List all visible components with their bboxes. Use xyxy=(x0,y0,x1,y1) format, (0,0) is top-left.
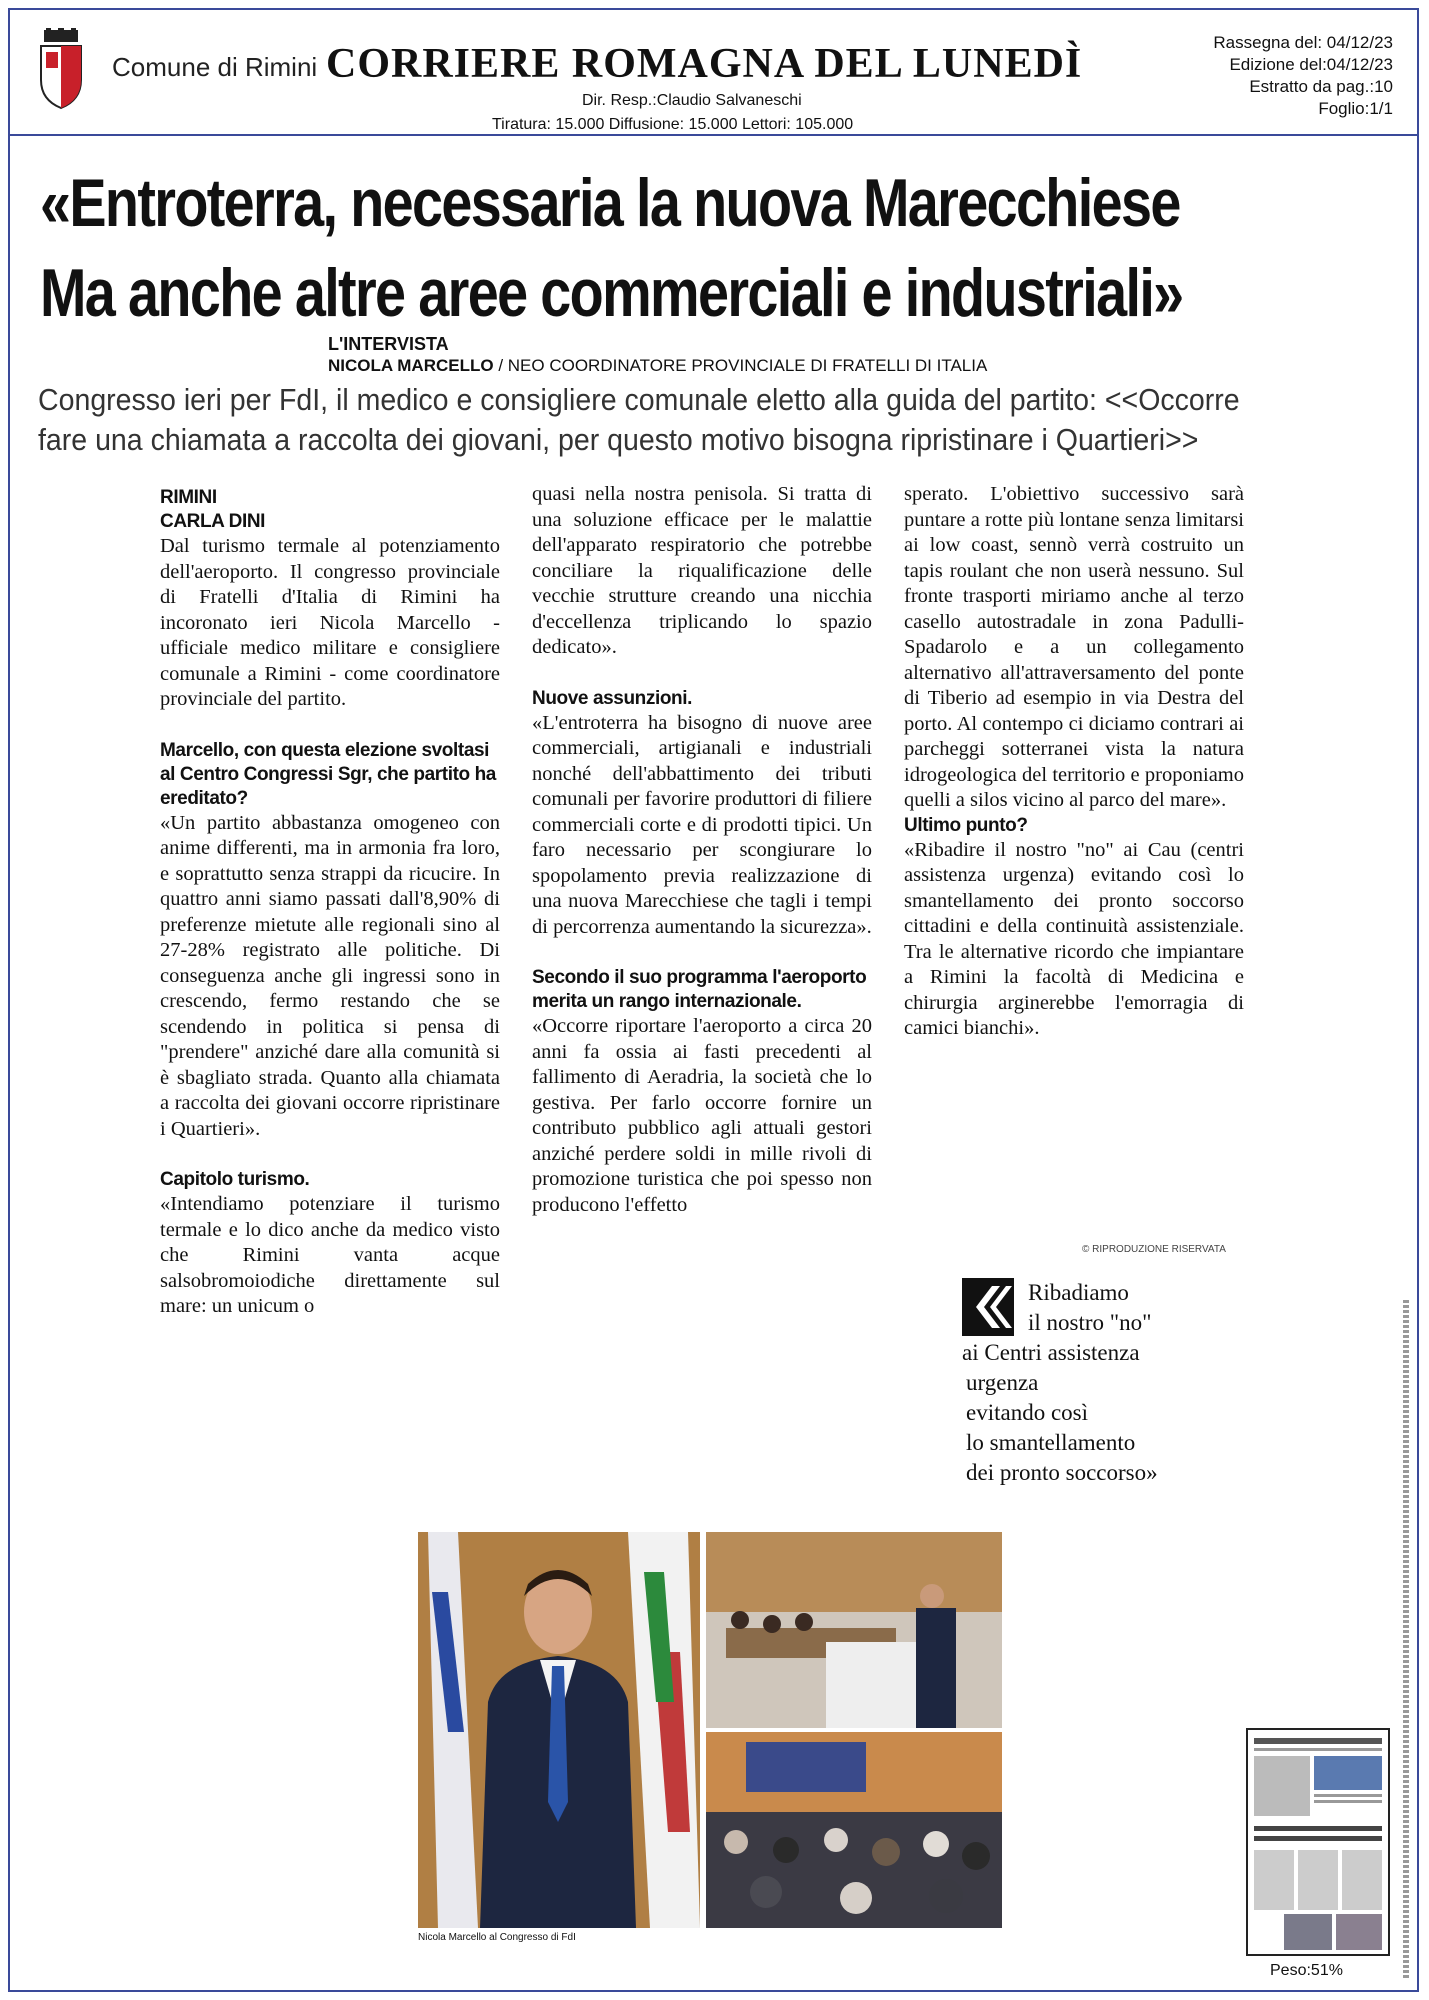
edition-date: Edizione del:04/12/23 xyxy=(1229,55,1393,74)
clipping-header xyxy=(8,8,1419,136)
pull-quote-line: evitando così xyxy=(966,1400,1088,1425)
author-byline: CARLA DINI xyxy=(160,511,266,532)
sheet-number: Foglio:1/1 xyxy=(1318,99,1393,118)
congress-stage-photo xyxy=(706,1532,1002,1728)
answer-paragraph: «Ribadire il nostro "no" ai Cau (centri assistenza urgenza) evitando così lo smantellamento dei pronto soccorso cittadini e della continuità assistenziale. Tra le alternative ricordo che impiantare a Rimini la facoltà di Medicina e chirurgia arginerebbe l'emorragia di camici bianchi». xyxy=(904,838,1244,1039)
article-headline xyxy=(40,158,1183,338)
question-heading: Ultimo punto? xyxy=(904,814,1028,836)
question-heading: Capitolo turismo. xyxy=(160,1169,310,1190)
newspaper-masthead: CORRIERE ROMAGNA DEL LUNEDÌ xyxy=(326,41,1083,87)
congress-audience-photo xyxy=(706,1732,1002,1928)
headline-line-2: Ma anche altre aree commerciali e industriali» xyxy=(40,255,1183,331)
section-kicker: L'INTERVISTA xyxy=(328,334,449,354)
intro-paragraph: Dal turismo termale al potenziamento dell'aeroporto. Il congresso provinciale di Fratelli d'Italia di Rimini ha incoronato ieri Nicola Marcello - ufficiale medico militare e consigliere comunale a Rimini - come coordinatore provinciale del partito. xyxy=(160,535,500,710)
page-extract: Estratto da pag.:10 xyxy=(1249,77,1393,96)
interviewee-line xyxy=(328,356,987,376)
question-heading: Secondo il suo programma l'aeroporto merita un rango internazionale. xyxy=(532,967,867,1012)
portrait-illustration xyxy=(418,1532,700,1928)
question-heading: Marcello, con questa elezione svoltasi al Centro Congressi Sgr, che partito ha ereditato? xyxy=(160,739,496,809)
dateline: RIMINI xyxy=(160,487,217,508)
editor-line: Dir. Resp.:Claudio Salvaneschi xyxy=(582,92,802,109)
answer-paragraph: quasi nella nostra penisola. Si tratta di una soluzione efficace per le malattie dell'apparato respiratorio che potrebbe conciliare la riqualificazione delle vecchie strutture creando una nicchia d'eccellenza triplicando lo spazio dedicato». xyxy=(532,483,872,658)
article-column-2 xyxy=(532,482,872,1218)
headline-line-1: «Entroterra, necessaria la nuova Marecchiese xyxy=(40,165,1180,241)
pull-quote-line: urgenza xyxy=(966,1370,1039,1395)
page-thumbnail-illustration xyxy=(1248,1730,1388,1954)
interviewee-role: / NEO COORDINATORE PROVINCIALE DI FRATELLI DI ITALIA xyxy=(498,356,988,375)
circulation-line: Tiratura: 15.000 Diffusione: 15.000 Lettori: 105.000 xyxy=(492,116,854,133)
article-subhead: Congresso ieri per FdI, il medico e consigliere comunale eletto alla guida del partito: <<Occorre fare una chiamata a raccolta dei giovani, per questo motivo bisogna ripristinare i Quartieri>> xyxy=(38,382,1240,457)
question-heading: Nuove assunzioni. xyxy=(532,687,693,709)
pull-quote-line: Ribadiamo xyxy=(1028,1280,1129,1305)
portrait-photo xyxy=(418,1532,700,1928)
rassegna-date: Rassegna del: 04/12/23 xyxy=(1213,33,1393,52)
pull-quote-line: ai Centri assistenza xyxy=(962,1340,1140,1365)
weight-label: Peso:51% xyxy=(1270,1962,1343,1979)
interviewee-name: NICOLA MARCELLO xyxy=(328,356,494,375)
pull-quote-line: lo smantellamento xyxy=(966,1430,1136,1455)
answer-paragraph: «Occorre riportare l'aeroporto a circa 20 anni fa ossia ai fasti precedenti al fallimento di Aeradria, la società che lo gestiva. Per farlo occorre fornire un contributo pubblico agli attuali gestori anziché perdere soldi in mille rivoli di promozione turistica che poi spesso non producono l'effetto xyxy=(532,1015,872,1216)
article-column-1 xyxy=(160,486,500,1320)
answer-paragraph: «Intendiamo potenziare il turismo termale e lo dico anche da medico visto che Rimini vanta acque salsobromoiodiche direttamente sul mare: un unicum o xyxy=(160,1193,500,1317)
answer-paragraph: «Un partito abbastanza omogeneo con anime differenti, ma in armonia fra loro, e soprattutto senza strappi da ricucire. In quattro anni siamo passati dall'8,90% di preferenze mietute alle regionali sino al 27-28% registrato alle politiche. Di conseguenza anche gli ingressi sono in crescendo, fermo restando che se scendendo in politica si pensa di "prendere" anziché dare alla comunità si è sbagliato strada. Quanto alla chiamata a raccolta dei giovani occorre ripristinare i Quartieri». xyxy=(160,811,500,1140)
answer-paragraph: sperato. L'obiettivo successivo sarà puntare a rotte più lontane senza limitarsi ai low coast, sennò verrà costruito un tapis roulant che non userà nessuno. Sul fronte trasporti miriamo anche al terzo casello autostradale in zona Padulli-Spadarolo e a un collegamento alternativo all'attraversamento del ponte di Tiberio ad esempio in via Destra del porto. Al contempo ci diciamo contrari ai parcheggi sotterranei vista la natura idrogeologica del territorio e proponiamo quelli a silos vicino al parco del mare». xyxy=(904,483,1244,811)
pull-quote-line: il nostro "no" xyxy=(1028,1310,1152,1335)
article-column-3 xyxy=(904,482,1244,1042)
copyright-note: © RIPRODUZIONE RISERVATA xyxy=(1082,1244,1226,1255)
congress-stage-illustration xyxy=(706,1532,1002,1728)
side-watermark xyxy=(1396,1300,1416,1980)
rimini-coat-of-arms-icon xyxy=(38,28,84,110)
answer-paragraph: «L'entroterra ha bisogno di nuove aree commerciali, artigianali e industriali nonché dell'abbattimento dei tributi comunali per favorire produttori di filiere commerciali corte e di prodotti tipici. Un faro necessario per scongiurare lo spopolamento previa realizzazione di una nuova Marecchiese che tagli i tempi di percorrenza aumentando la sicurezza». xyxy=(532,711,872,938)
page-thumbnail xyxy=(1246,1728,1390,1956)
photo-caption: Nicola Marcello al Congresso di FdI xyxy=(418,1932,576,1943)
pull-quote-text xyxy=(962,1278,1222,1488)
pull-quote-line: dei pronto soccorso» xyxy=(966,1460,1158,1485)
comune-label: Comune di Rimini xyxy=(112,52,318,82)
clipping-meta xyxy=(1213,32,1393,120)
congress-audience-illustration xyxy=(706,1732,1002,1928)
